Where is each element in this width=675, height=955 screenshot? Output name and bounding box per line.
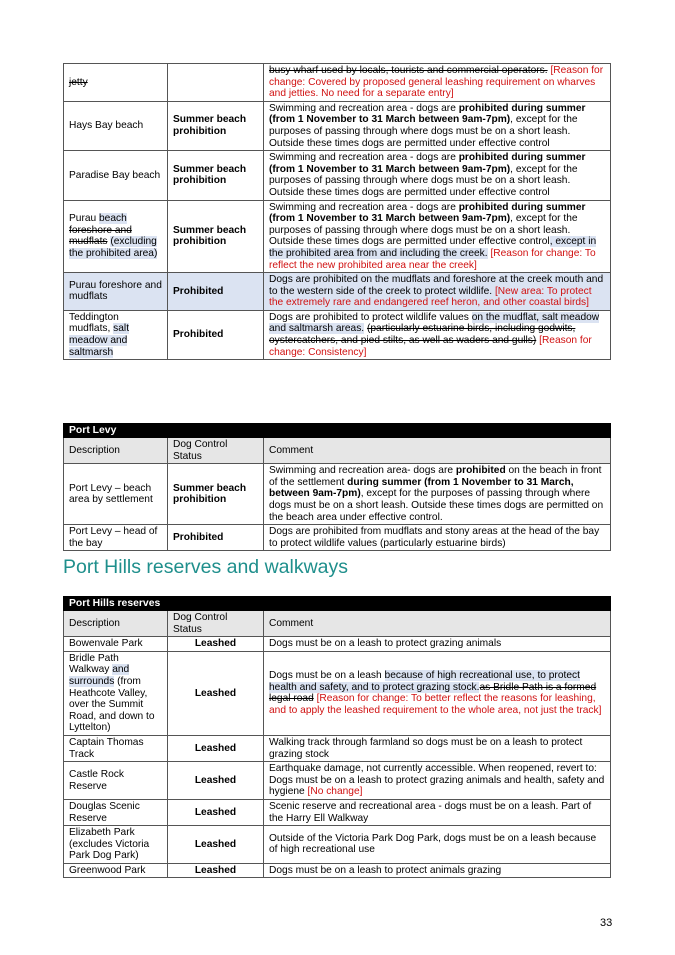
text-segment: prohibited during summer (from 1 November to 31 March between 9am-7pm) [269,102,586,126]
column-header-status: Dog Control Status [168,438,264,464]
description-cell [64,464,168,525]
text-segment: on the mudflat, salt meadow and saltmarsh areas. [269,311,600,335]
column-header-description: Description [64,611,168,637]
text-segment: [Reason for change: Covered by proposed general leashing requirement on wharves and jetties. No need for a separate entry] [269,65,604,100]
text-segment: , except for the purposes of passing through where dogs must be on a short leash. Outside these times dogs are permitted under effective control [269,213,578,248]
text-segment: , except for the purposes of passing through where dogs must be on a short leash. Outside these times dogs are permitted on the beach area under effective control. [269,488,604,523]
description-cell [64,826,168,864]
table-row [64,310,611,359]
description-cell [64,310,168,359]
description-cell [64,151,168,200]
text-segment: Elizabeth Park (excludes Victoria Park Dog Park) [69,827,150,862]
description-cell [64,273,168,311]
comment-cell [264,799,611,825]
text-segment: Hays Bay beach [69,120,144,132]
text-segment: Castle Rock Reserve [69,768,124,792]
table-row [64,101,611,150]
description-cell [64,101,168,150]
text-segment: salt meadow and saltmarsh [69,323,130,358]
text-segment: Dogs must be on a leash to protect animals grazing [269,864,502,876]
description-cell [64,525,168,551]
text-segment: Earthquake damage, not currently accessible. When reopened, revert to: Dogs must be on a leash to protect grazing animals and health, safety and hygiene [269,763,605,798]
text-segment: prohibited [455,465,506,477]
comment-cell [264,64,611,102]
comment-cell [264,101,611,150]
comment-cell [264,310,611,359]
table-row [64,799,611,825]
text-segment: Teddington mudflats, [69,311,119,335]
text-segment: Scenic reserve and recreational area - dogs must be on a leash. Part of the Harry Ell Walkway [269,800,592,824]
status-cell: Summer beach prohibition [168,151,264,200]
description-cell [64,799,168,825]
text-segment: because of high recreational use, to protect health and safety, and to protect grazing stock. [269,670,580,693]
table-row [64,651,611,735]
text-segment: Bowenvale Park [69,638,143,650]
status-cell: Summer beach prohibition [168,101,264,150]
description-cell [64,64,168,102]
text-segment: as Bridle Path is a formed legal road [269,681,597,705]
comment-cell [264,735,611,761]
table-body [64,464,611,551]
column-header-status: Dog Control Status [168,611,264,637]
comment-cell [264,151,611,200]
table-title: Port Hills reserves [64,597,611,611]
text-segment: Port Levy – head of the bay [69,526,158,549]
text-segment: [Reason for change: To better reflect the reasons for leashing, and to apply the leashed requirement to the whole area, not just the track] [269,693,602,716]
description-cell [64,637,168,652]
status-cell: Leashed [168,651,264,735]
status-cell: Prohibited [168,273,264,311]
status-cell: Leashed [168,799,264,825]
text-segment: Swimming and recreation area - dogs are [269,152,459,164]
text-segment: Captain Thomas Track [69,736,144,760]
status-cell: Leashed [168,863,264,878]
text-segment: Dogs are prohibited to protect wildlife values [269,311,472,323]
table-row [64,200,611,273]
comment-cell [264,464,611,525]
text-segment: , except for the purposes of passing through where dogs must be on a short leash. Outside these times dogs are permitted under effective control [269,114,578,149]
comment-cell [264,273,611,311]
status-cell [168,64,264,102]
text-segment: [Reason for change: To reflect the new prohibited area near the creek] [269,247,596,271]
dog-control-table-top [63,63,611,360]
comment-cell [264,651,611,735]
text-segment: Swimming and recreation area - dogs are [269,201,459,213]
status-cell: Leashed [168,762,264,800]
comment-cell [264,826,611,864]
text-segment: Bridle Path Walkway [69,652,119,676]
status-cell: Prohibited [168,310,264,359]
text-segment: Port Levy – beach area by settlement [69,482,153,506]
status-cell: Prohibited [168,525,264,551]
table-row [64,735,611,761]
description-cell [64,863,168,878]
comment-cell [264,637,611,652]
text-segment: Dogs must be on a leash [269,670,385,682]
description-cell [64,200,168,273]
column-header-comment: Comment [264,611,611,637]
table-body [64,637,611,878]
table-title: Port Levy [64,424,611,438]
status-cell: Summer beach prohibition [168,200,264,273]
text-segment: Swimming and recreation area- dogs are [269,465,456,477]
description-cell [64,762,168,800]
text-segment: on the beach in front of the settlement [269,465,602,488]
text-segment: Purau [69,213,100,225]
text-segment: prohibited during summer (from 1 November to 31 March between 9am-7pm) [269,201,586,225]
description-cell [64,735,168,761]
text-segment: prohibited during summer (from 1 November to 31 March between 9am-7pm) [269,152,586,175]
section-title: Port Hills reserves and walkways [63,556,349,578]
table-row [64,525,611,551]
text-segment: jetty [69,76,88,88]
text-segment: Paradise Bay beach [69,169,161,181]
column-header-description: Description [64,438,168,464]
comment-cell [264,863,611,878]
table-body [64,64,611,360]
text-segment: Outside of the Victoria Park Dog Park, dogs must be on a leash because of high recreational use [269,832,597,856]
table-row [64,151,611,200]
table-row [64,273,611,311]
comment-cell [264,525,611,551]
table-row [64,637,611,652]
table-row [64,863,611,878]
comment-cell [264,200,611,273]
text-segment: Swimming and recreation area - dogs are [269,102,459,114]
comment-cell [264,762,611,800]
text-segment: Dogs are prohibited on the mudflats and foreshore at the creek mouth and to the western side of the creek to protect wildlife. [269,274,604,297]
text-segment: foreshore and mudflats [69,224,132,248]
text-segment: (particularly estuarine birds, including godwits, oystercatchers, and pied stilts, as well as waders and gulls) [269,323,576,347]
text-segment: [New area: To protect the extremely rare and endangered reef heron, and other coastal birds] [269,285,592,309]
table-row [64,464,611,525]
status-cell: Leashed [168,735,264,761]
port-hills-table [63,596,611,878]
table-row [64,826,611,864]
text-segment: Walking track through farmland so dogs must be on a leash to protect grazing stock [269,736,583,760]
page-number: 33 [600,917,613,929]
status-cell: Leashed [168,826,264,864]
status-cell: Summer beach prohibition [168,464,264,525]
column-header-comment: Comment [264,438,611,464]
text-segment: Dogs must be on a leash to protect grazing animals [269,638,502,650]
text-segment: , except for the purposes of passing through where dogs must be on a short leash. Outside these times dogs are permitted under effective control [269,163,578,198]
text-segment: during summer (from 1 November to 31 March, between 9am-7pm) [269,476,574,500]
text-segment: (excluding the prohibited area) [69,236,158,259]
port-levy-table [63,423,611,551]
text-segment: and surrounds [69,664,130,687]
table-row [64,64,611,102]
text-segment: [No change] [307,786,363,798]
status-cell: Leashed [168,637,264,652]
text-segment: Greenwood Park [69,864,146,876]
description-cell [64,651,168,735]
text-segment: , except in the prohibited area from and including the creek. [269,236,597,259]
text-segment: Purau foreshore and mudflats [69,279,162,303]
text-segment: beach [99,213,127,225]
text-segment: busy wharf used by locals, tourists and commercial operators. [269,65,548,76]
text-segment: Douglas Scenic Reserve [69,800,140,824]
text-segment: Dogs are prohibited from mudflats and stony areas at the head of the bay to protect wildlife values (particularly estuarine birds) [269,526,600,549]
text-segment: [Reason for change: Consistency] [269,335,592,358]
text-segment: (from Heathcote Valley, over the Summit Road, and down to Lyttelton) [69,675,155,734]
table-row [64,762,611,800]
